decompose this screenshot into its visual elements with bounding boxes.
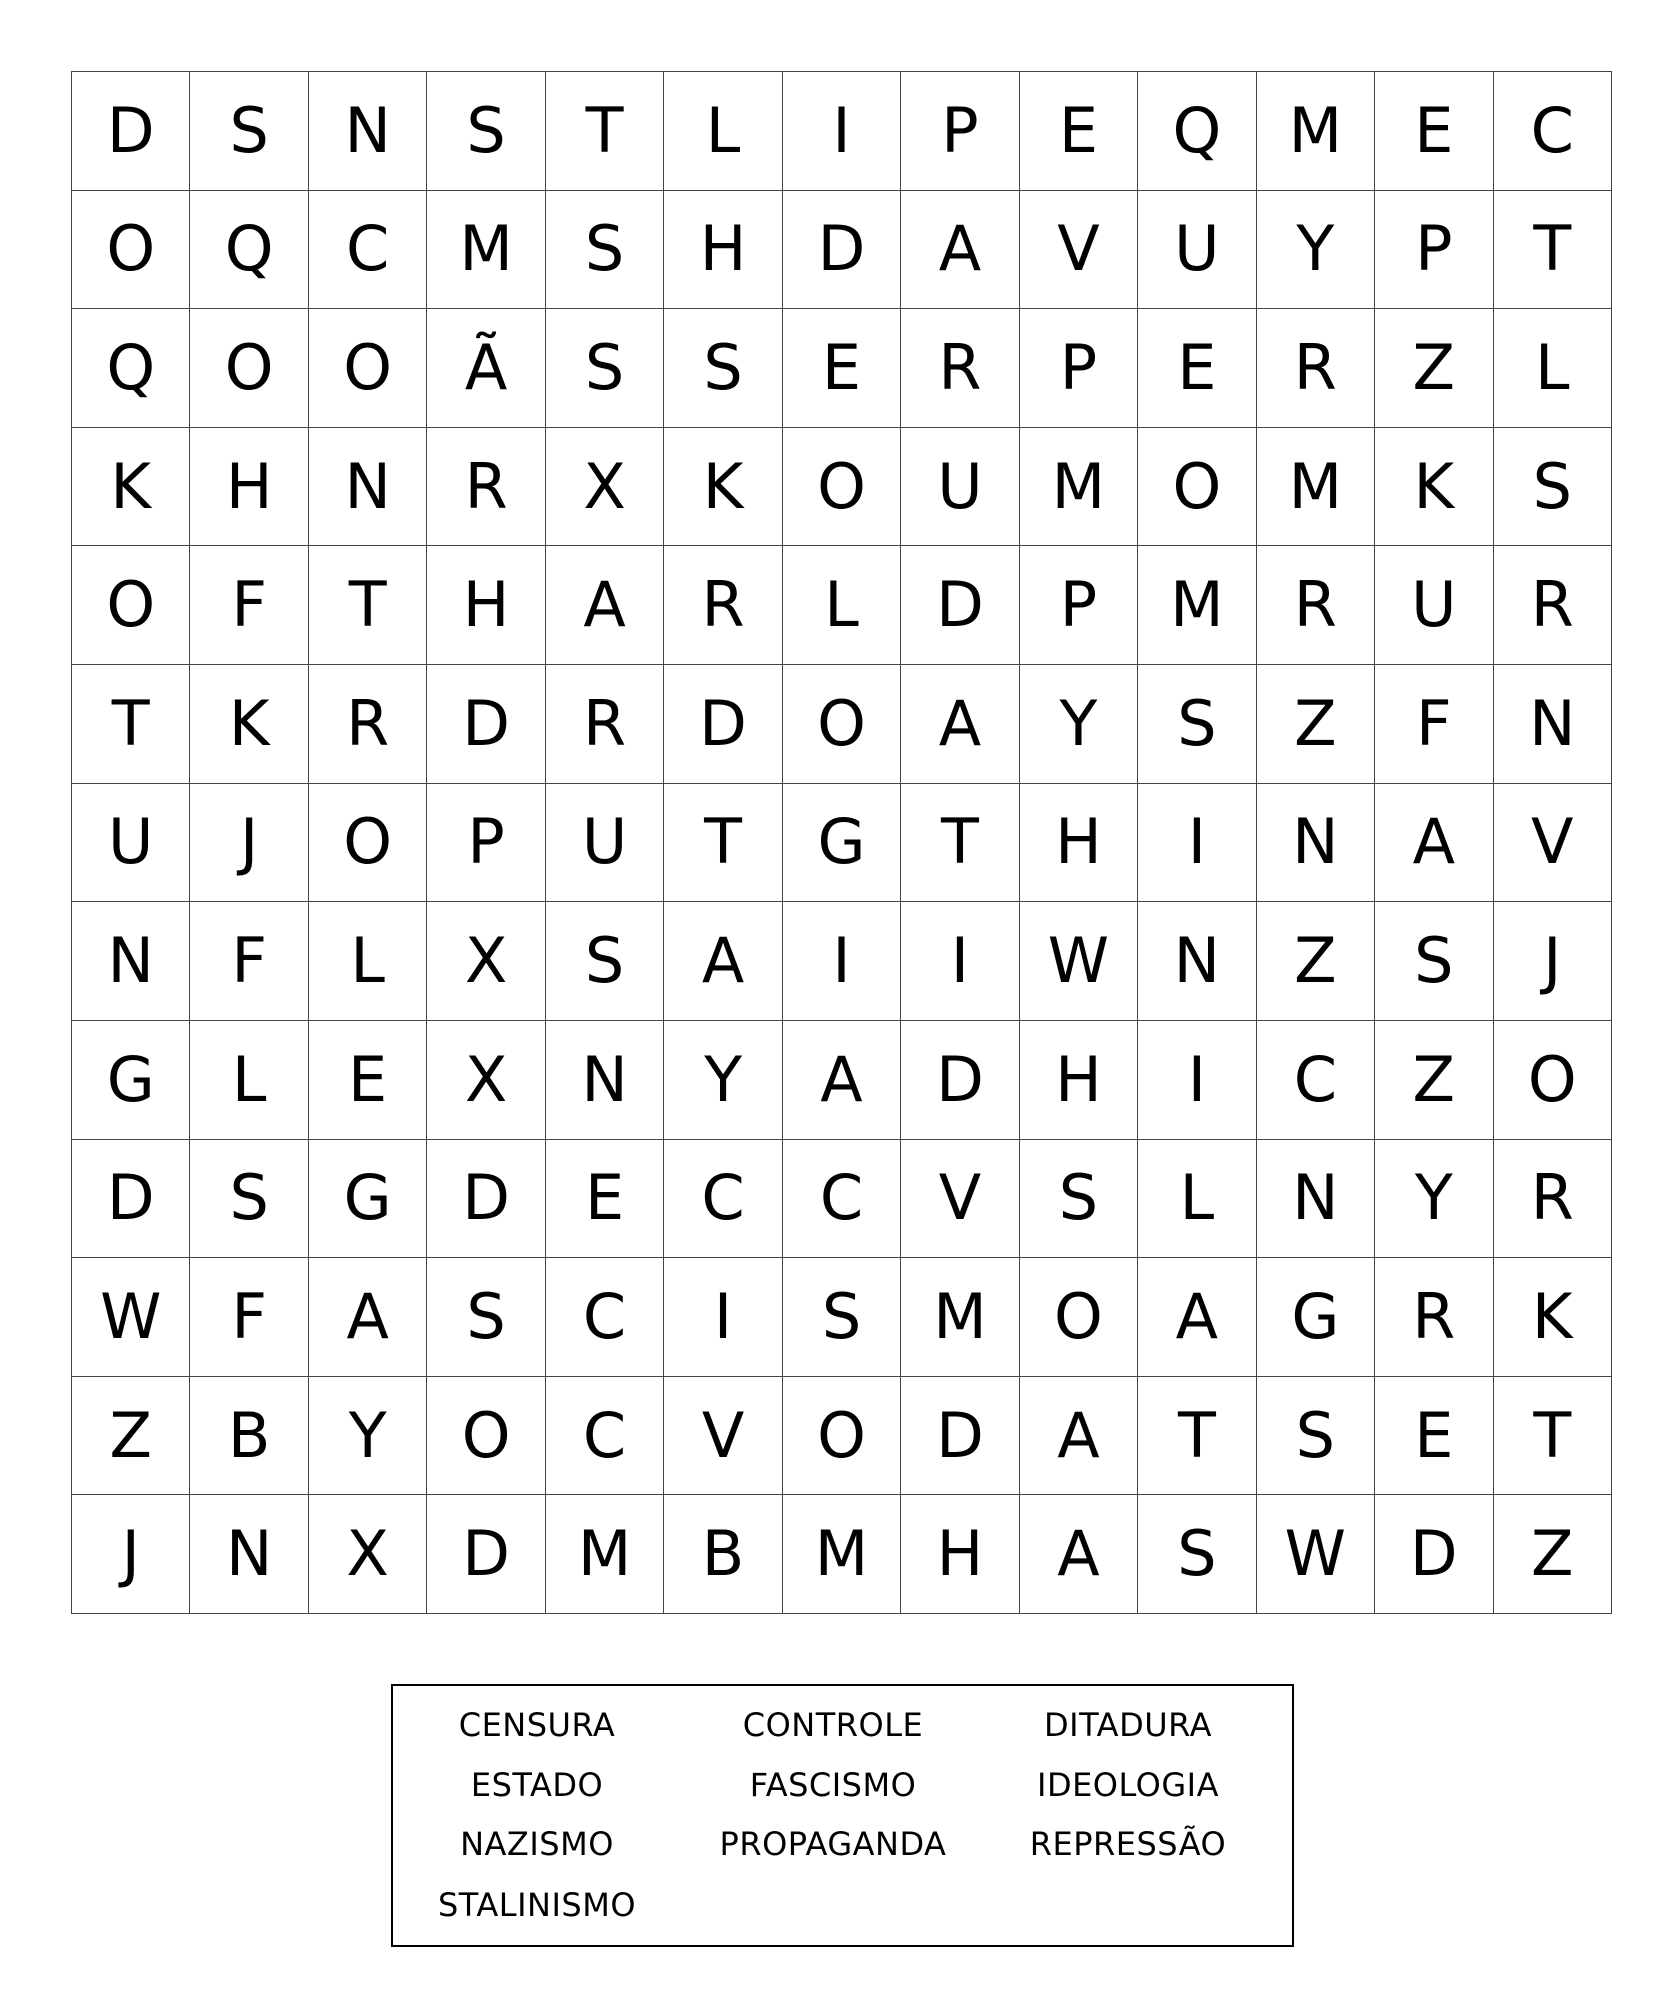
grid-cell[interactable]: L xyxy=(1494,309,1612,428)
grid-cell[interactable]: I xyxy=(1138,1021,1256,1140)
grid-cell[interactable]: I xyxy=(783,902,901,1021)
grid-cell[interactable]: R xyxy=(901,309,1019,428)
grid-cell[interactable]: O xyxy=(1494,1021,1612,1140)
grid-cell[interactable]: K xyxy=(1494,1258,1612,1377)
grid-cell[interactable]: O xyxy=(1138,428,1256,547)
grid-cell[interactable]: M xyxy=(901,1258,1019,1377)
grid-cell[interactable]: S xyxy=(1375,902,1493,1021)
grid-cell[interactable]: S xyxy=(190,1140,308,1259)
grid-cell[interactable]: C xyxy=(309,191,427,310)
grid-cell[interactable]: M xyxy=(427,191,545,310)
grid-cell[interactable]: S xyxy=(546,191,664,310)
grid-cell[interactable]: E xyxy=(1020,72,1138,191)
grid-cell[interactable]: S xyxy=(783,1258,901,1377)
grid-cell[interactable]: H xyxy=(664,191,782,310)
word-item: REPRESSÃO xyxy=(1029,1825,1227,1863)
word-item: CONTROLE xyxy=(742,1706,924,1744)
grid-cell[interactable]: T xyxy=(1494,1377,1612,1496)
grid-cell[interactable]: S xyxy=(1138,665,1256,784)
grid-cell[interactable]: T xyxy=(546,72,664,191)
grid-cell[interactable]: S xyxy=(546,902,664,1021)
grid-cell[interactable]: G xyxy=(1257,1258,1375,1377)
grid-cell[interactable]: A xyxy=(1020,1377,1138,1496)
grid-cell[interactable]: I xyxy=(1138,784,1256,903)
grid-cell[interactable]: D xyxy=(427,1140,545,1259)
grid-cell[interactable]: O xyxy=(1020,1258,1138,1377)
grid-cell[interactable]: P xyxy=(1020,546,1138,665)
word-item: CENSURA xyxy=(458,1706,616,1744)
word-item: FASCISMO xyxy=(749,1766,917,1804)
grid-cell[interactable]: R xyxy=(309,665,427,784)
grid-cell[interactable]: D xyxy=(427,665,545,784)
grid-cell[interactable]: D xyxy=(72,1140,190,1259)
grid-cell[interactable]: T xyxy=(901,784,1019,903)
grid-cell[interactable]: U xyxy=(1138,191,1256,310)
grid-cell[interactable]: D xyxy=(783,191,901,310)
grid-cell[interactable]: U xyxy=(72,784,190,903)
grid-cell[interactable]: O xyxy=(783,1377,901,1496)
grid-cell[interactable]: Q xyxy=(72,309,190,428)
grid-cell[interactable]: K xyxy=(1375,428,1493,547)
grid-cell[interactable]: R xyxy=(1257,309,1375,428)
grid-cell[interactable]: E xyxy=(1375,1377,1493,1496)
grid-cell[interactable]: V xyxy=(1020,191,1138,310)
grid-cell[interactable]: L xyxy=(190,1021,308,1140)
grid-cell[interactable]: A xyxy=(309,1258,427,1377)
grid-cell[interactable]: Z xyxy=(1375,1021,1493,1140)
grid-cell[interactable]: E xyxy=(546,1140,664,1259)
grid-cell[interactable]: X xyxy=(309,1495,427,1614)
grid-cell[interactable]: O xyxy=(72,191,190,310)
grid-cell[interactable]: H xyxy=(1020,784,1138,903)
grid-cell[interactable]: W xyxy=(1257,1495,1375,1614)
grid-cell[interactable]: A xyxy=(1138,1258,1256,1377)
grid-cell[interactable]: V xyxy=(901,1140,1019,1259)
grid-cell[interactable]: Z xyxy=(1257,902,1375,1021)
grid-cell[interactable]: L xyxy=(309,902,427,1021)
grid-cell[interactable]: S xyxy=(427,72,545,191)
word-item: DITADURA xyxy=(1044,1706,1212,1744)
grid-cell[interactable]: D xyxy=(1375,1495,1493,1614)
grid-cell[interactable]: K xyxy=(664,428,782,547)
grid-cell[interactable]: H xyxy=(901,1495,1019,1614)
grid-cell[interactable]: O xyxy=(72,546,190,665)
grid-cell[interactable]: O xyxy=(427,1377,545,1496)
grid-cell[interactable]: O xyxy=(190,309,308,428)
grid-cell[interactable]: B xyxy=(664,1495,782,1614)
grid-cell[interactable]: M xyxy=(546,1495,664,1614)
grid-cell[interactable]: R xyxy=(1375,1258,1493,1377)
grid-cell[interactable]: R xyxy=(546,665,664,784)
word-item: NAZISMO xyxy=(460,1825,614,1863)
grid-cell[interactable]: Z xyxy=(1375,309,1493,428)
grid-cell[interactable]: I xyxy=(901,902,1019,1021)
letter-grid xyxy=(71,71,1612,1614)
grid-cell[interactable]: R xyxy=(427,428,545,547)
grid-cell[interactable]: A xyxy=(783,1021,901,1140)
grid-cell[interactable]: S xyxy=(190,72,308,191)
grid-cell[interactable]: I xyxy=(783,72,901,191)
grid-cell[interactable]: T xyxy=(1138,1377,1256,1496)
grid-cell[interactable]: X xyxy=(546,428,664,547)
word-item: IDEOLOGIA xyxy=(1037,1766,1219,1804)
grid-cell[interactable]: D xyxy=(901,546,1019,665)
grid-cell[interactable]: D xyxy=(901,1377,1019,1496)
grid-cell[interactable]: C xyxy=(1257,1021,1375,1140)
grid-cell[interactable]: G xyxy=(783,784,901,903)
grid-cell[interactable]: N xyxy=(190,1495,308,1614)
grid-cell[interactable]: R xyxy=(1494,546,1612,665)
grid-cell[interactable]: S xyxy=(1494,428,1612,547)
grid-cell[interactable]: C xyxy=(664,1140,782,1259)
grid-cell[interactable]: N xyxy=(1494,665,1612,784)
grid-cell[interactable]: H xyxy=(1020,1021,1138,1140)
grid-cell[interactable]: W xyxy=(1020,902,1138,1021)
grid-cell[interactable]: Y xyxy=(1020,665,1138,784)
grid-cell[interactable]: N xyxy=(72,902,190,1021)
grid-cell[interactable]: N xyxy=(1257,1140,1375,1259)
grid-cell[interactable]: C xyxy=(783,1140,901,1259)
grid-cell[interactable]: S xyxy=(1138,1495,1256,1614)
grid-cell[interactable]: X xyxy=(427,902,545,1021)
grid-cell[interactable]: Y xyxy=(1257,191,1375,310)
grid-cell[interactable]: C xyxy=(546,1258,664,1377)
word-item: STALINISMO xyxy=(437,1886,636,1924)
grid-cell[interactable]: O xyxy=(309,784,427,903)
grid-cell[interactable]: E xyxy=(1375,72,1493,191)
grid-cell[interactable]: Z xyxy=(72,1377,190,1496)
grid-cell[interactable]: J xyxy=(72,1495,190,1614)
grid-cell[interactable]: Y xyxy=(664,1021,782,1140)
word-item: PROPAGANDA xyxy=(719,1825,947,1863)
grid-cell[interactable]: V xyxy=(664,1377,782,1496)
grid-cell[interactable]: E xyxy=(783,309,901,428)
grid-cell[interactable]: A xyxy=(546,546,664,665)
grid-cell[interactable]: F xyxy=(190,1258,308,1377)
grid-cell[interactable]: L xyxy=(1138,1140,1256,1259)
grid-cell[interactable]: A xyxy=(901,665,1019,784)
grid-cell[interactable]: P xyxy=(427,784,545,903)
grid-cell[interactable]: Y xyxy=(1375,1140,1493,1259)
grid-cell[interactable]: V xyxy=(1494,784,1612,903)
grid-cell[interactable]: Ã xyxy=(427,309,545,428)
grid-cell[interactable]: S xyxy=(546,309,664,428)
grid-cell[interactable]: M xyxy=(783,1495,901,1614)
grid-cell[interactable]: I xyxy=(664,1258,782,1377)
grid-cell[interactable]: P xyxy=(1375,191,1493,310)
grid-cell[interactable]: S xyxy=(1257,1377,1375,1496)
grid-cell[interactable]: X xyxy=(427,1021,545,1140)
grid-cell[interactable]: K xyxy=(72,428,190,547)
grid-cell[interactable]: J xyxy=(1494,902,1612,1021)
grid-cell[interactable]: A xyxy=(1020,1495,1138,1614)
grid-cell[interactable]: N xyxy=(309,72,427,191)
grid-cell[interactable]: L xyxy=(664,72,782,191)
grid-cell[interactable]: M xyxy=(1020,428,1138,547)
grid-cell[interactable]: T xyxy=(72,665,190,784)
grid-cell[interactable]: G xyxy=(72,1021,190,1140)
grid-cell[interactable]: K xyxy=(190,665,308,784)
grid-cell[interactable]: F xyxy=(190,546,308,665)
grid-cell[interactable]: T xyxy=(309,546,427,665)
grid-cell[interactable]: S xyxy=(427,1258,545,1377)
grid-cell[interactable]: U xyxy=(901,428,1019,547)
grid-cell[interactable]: M xyxy=(1257,72,1375,191)
grid-cell[interactable]: Y xyxy=(309,1377,427,1496)
grid-cell[interactable]: T xyxy=(664,784,782,903)
grid-cell[interactable]: O xyxy=(783,665,901,784)
grid-cell[interactable]: W xyxy=(72,1258,190,1377)
grid-cell[interactable]: N xyxy=(1138,902,1256,1021)
grid-cell[interactable]: U xyxy=(546,784,664,903)
grid-cell[interactable]: D xyxy=(427,1495,545,1614)
grid-cell[interactable]: G xyxy=(309,1140,427,1259)
grid-cell[interactable]: B xyxy=(190,1377,308,1496)
grid-cell[interactable]: T xyxy=(1494,191,1612,310)
grid-cell[interactable]: E xyxy=(309,1021,427,1140)
grid-cell[interactable]: D xyxy=(901,1021,1019,1140)
grid-cell[interactable]: C xyxy=(546,1377,664,1496)
word-item: ESTADO xyxy=(470,1766,604,1804)
grid-cell[interactable]: O xyxy=(309,309,427,428)
grid-cell[interactable]: Z xyxy=(1257,665,1375,784)
grid-cell[interactable]: R xyxy=(1257,546,1375,665)
grid-cell[interactable]: A xyxy=(901,191,1019,310)
grid-cell[interactable]: F xyxy=(190,902,308,1021)
grid-cell[interactable]: R xyxy=(664,546,782,665)
grid-cell[interactable]: P xyxy=(901,72,1019,191)
grid-cell[interactable]: M xyxy=(1257,428,1375,547)
grid-cell[interactable]: S xyxy=(1020,1140,1138,1259)
grid-cell[interactable]: Q xyxy=(190,191,308,310)
grid-cell[interactable]: N xyxy=(546,1021,664,1140)
grid-cell[interactable]: R xyxy=(1494,1140,1612,1259)
grid-cell[interactable]: O xyxy=(783,428,901,547)
grid-cell[interactable]: N xyxy=(1257,784,1375,903)
grid-cell[interactable]: A xyxy=(664,902,782,1021)
word-list xyxy=(391,1684,1294,1947)
grid-cell[interactable]: D xyxy=(664,665,782,784)
grid-cell[interactable]: A xyxy=(1375,784,1493,903)
grid-cell[interactable]: U xyxy=(1375,546,1493,665)
grid-cell[interactable]: J xyxy=(190,784,308,903)
grid-cell[interactable]: P xyxy=(1020,309,1138,428)
grid-cell[interactable]: N xyxy=(309,428,427,547)
grid-cell[interactable]: E xyxy=(1138,309,1256,428)
grid-cell[interactable]: F xyxy=(1375,665,1493,784)
grid-cell[interactable]: L xyxy=(783,546,901,665)
grid-cell[interactable]: S xyxy=(664,309,782,428)
grid-cell[interactable]: C xyxy=(1494,72,1612,191)
grid-cell[interactable]: M xyxy=(1138,546,1256,665)
grid-cell[interactable]: H xyxy=(427,546,545,665)
grid-cell[interactable]: D xyxy=(72,72,190,191)
grid-cell[interactable]: Q xyxy=(1138,72,1256,191)
grid-cell[interactable]: H xyxy=(190,428,308,547)
grid-cell[interactable]: Z xyxy=(1494,1495,1612,1614)
